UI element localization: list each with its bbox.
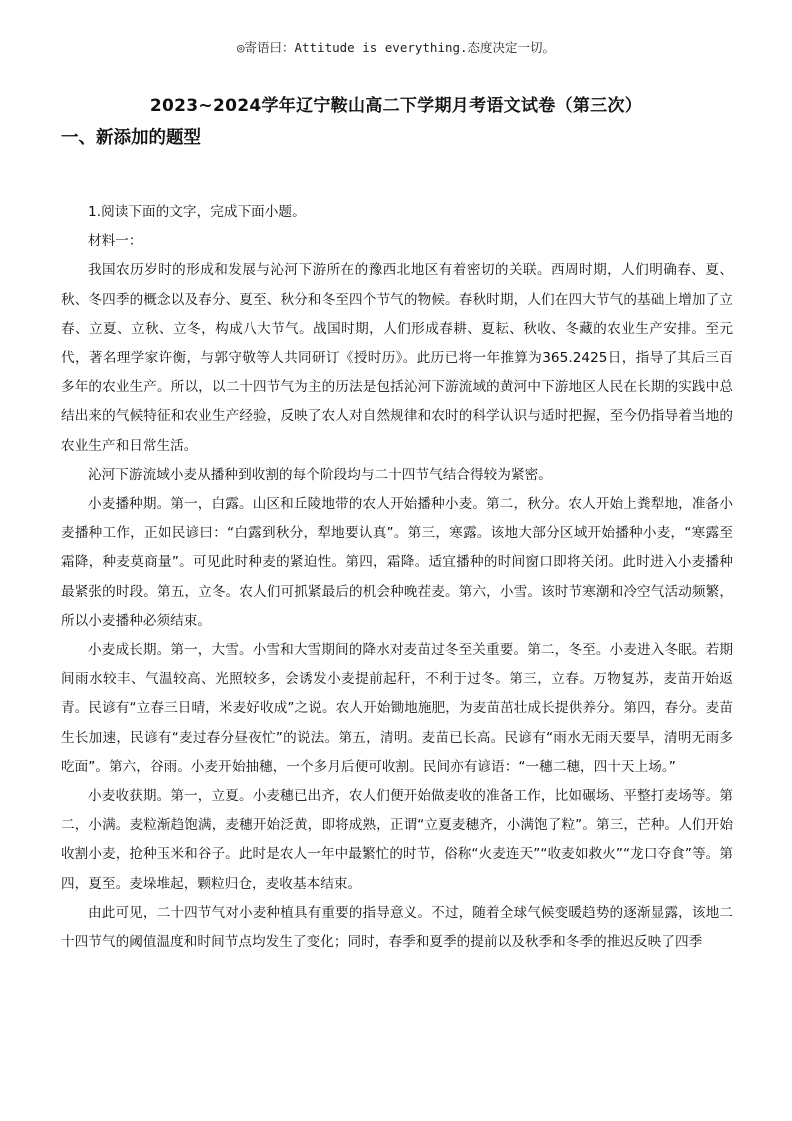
paragraph-harvest: 小麦收获期。第一，立夏。小麦穗已出齐，农人们便开始做麦收的准备工作，比如碾场、平整打麦场等。第二，小满。麦粒渐趋饱满，麦穗开始泛黄，即将成熟，正谓“立夏麦穗齐，小满饱了粒”。第三，芒种。人们开始收割小麦，抢种玉米和谷子。此时是农人一年中最繁忙的时节，俗称“火麦连天”“收麦如救火”“龙口夺食”等。第四，夏至。麦垛堆起，颗粒归仓，麦收基本结束。 — [61, 788, 733, 892]
paragraph-history: 我国农历岁时的形成和发展与沁河下游所在的豫西北地区有着密切的关联。西周时期，人们明确春、夏、秋、冬四季的概念以及春分、夏至、秋分和冬至四个节气的物候。春秋时期，人们在四大节气的基础上增加了立春、立夏、立秋、立冬，构成八大节气。战国时期，人们形成春耕、夏耘、秋收、冬藏的农业生产安排。至元代，著名理学家许衡，与郭守敬等人共同研订《授时历》。此历已将一年推算为365.2425日，指导了其后三百多年的农业生产。所以，以二十四节气为主的历法是包括沁河下游流域的黄河中下游地区人民在长期的实践中总结出来的气候特征和农业生产经验，反映了农人对自然规律和农时的科学认识与适时把握，至今仍指导着当地的农业生产和日常生活。 — [61, 262, 733, 454]
paragraph-conclusion: 由此可见，二十四节气对小麦种植具有重要的指导意义。不过，随着全球气候变暖趋势的逐渐显露，该地二十四节气的阈值温度和时间节点均发生了变化；同时，春季和夏季的提前以及秋季和冬季的推迟反映了四季 — [61, 904, 733, 951]
paragraph-sowing: 小麦播种期。第一，白露。山区和丘陵地带的农人开始播种小麦。第二，秋分。农人开始上粪犁地，准备小麦播种工作，正如民谚曰：“白露到秋分，犁地要认真”。第三，寒露。该地大部分区域开始播种小麦，“寒露至霜降，种麦莫商量”。可见此时种麦的紧迫性。第四，霜降。适宜播种的时间窗口即将关闭。此时进入小麦播种最紧张的时段。第五，立冬。农人们可抓紧最后的机会种晚茬麦。第六，小雪。该时节寒潮和冷空气活动频繁，所以小麦播种必须结束。 — [61, 496, 733, 629]
page-header-motto: ◎寄语曰：Attitude is everything.态度决定一切。 — [236, 40, 556, 55]
section-heading: 一、新添加的题型 — [61, 128, 201, 148]
paragraph-growth: 小麦成长期。第一，大雪。小雪和大雪期间的降水对麦苗过冬至关重要。第二，冬至。小麦进入冬眠。若期间雨水较丰、气温较高、光照较多，会诱发小麦提前起秆，不利于过冬。第三，立春。万物复苏，麦苗开始返青。民谚有“立春三日晴，米麦好收成”之说。农人开始锄地施肥，为麦苗茁壮成长提供养分。第四，春分。麦苗生长加速，民谚有“麦过春分昼夜忙”的说法。第五，清明。麦苗已长高。民谚有“雨水无雨天要旱，清明无雨多吃面”。第六，谷雨。小麦开始抽穗，一个多月后便可收割。民间亦有谚语：“一穗二穗，四十天上场。” — [61, 642, 733, 775]
exam-title: 2023~2024学年辽宁鞍山高二下学期月考语文试卷（第三次） — [149, 96, 643, 116]
document-body — [61, 198, 733, 957]
material-label: 材料一： — [88, 233, 143, 250]
question-instruction: 1.阅读下面的文字，完成下面小题。 — [88, 204, 306, 220]
paragraph-summary: 沁河下游流域小麦从播种到收割的每个阶段均与二十四节气结合得较为紧密。 — [88, 466, 552, 483]
